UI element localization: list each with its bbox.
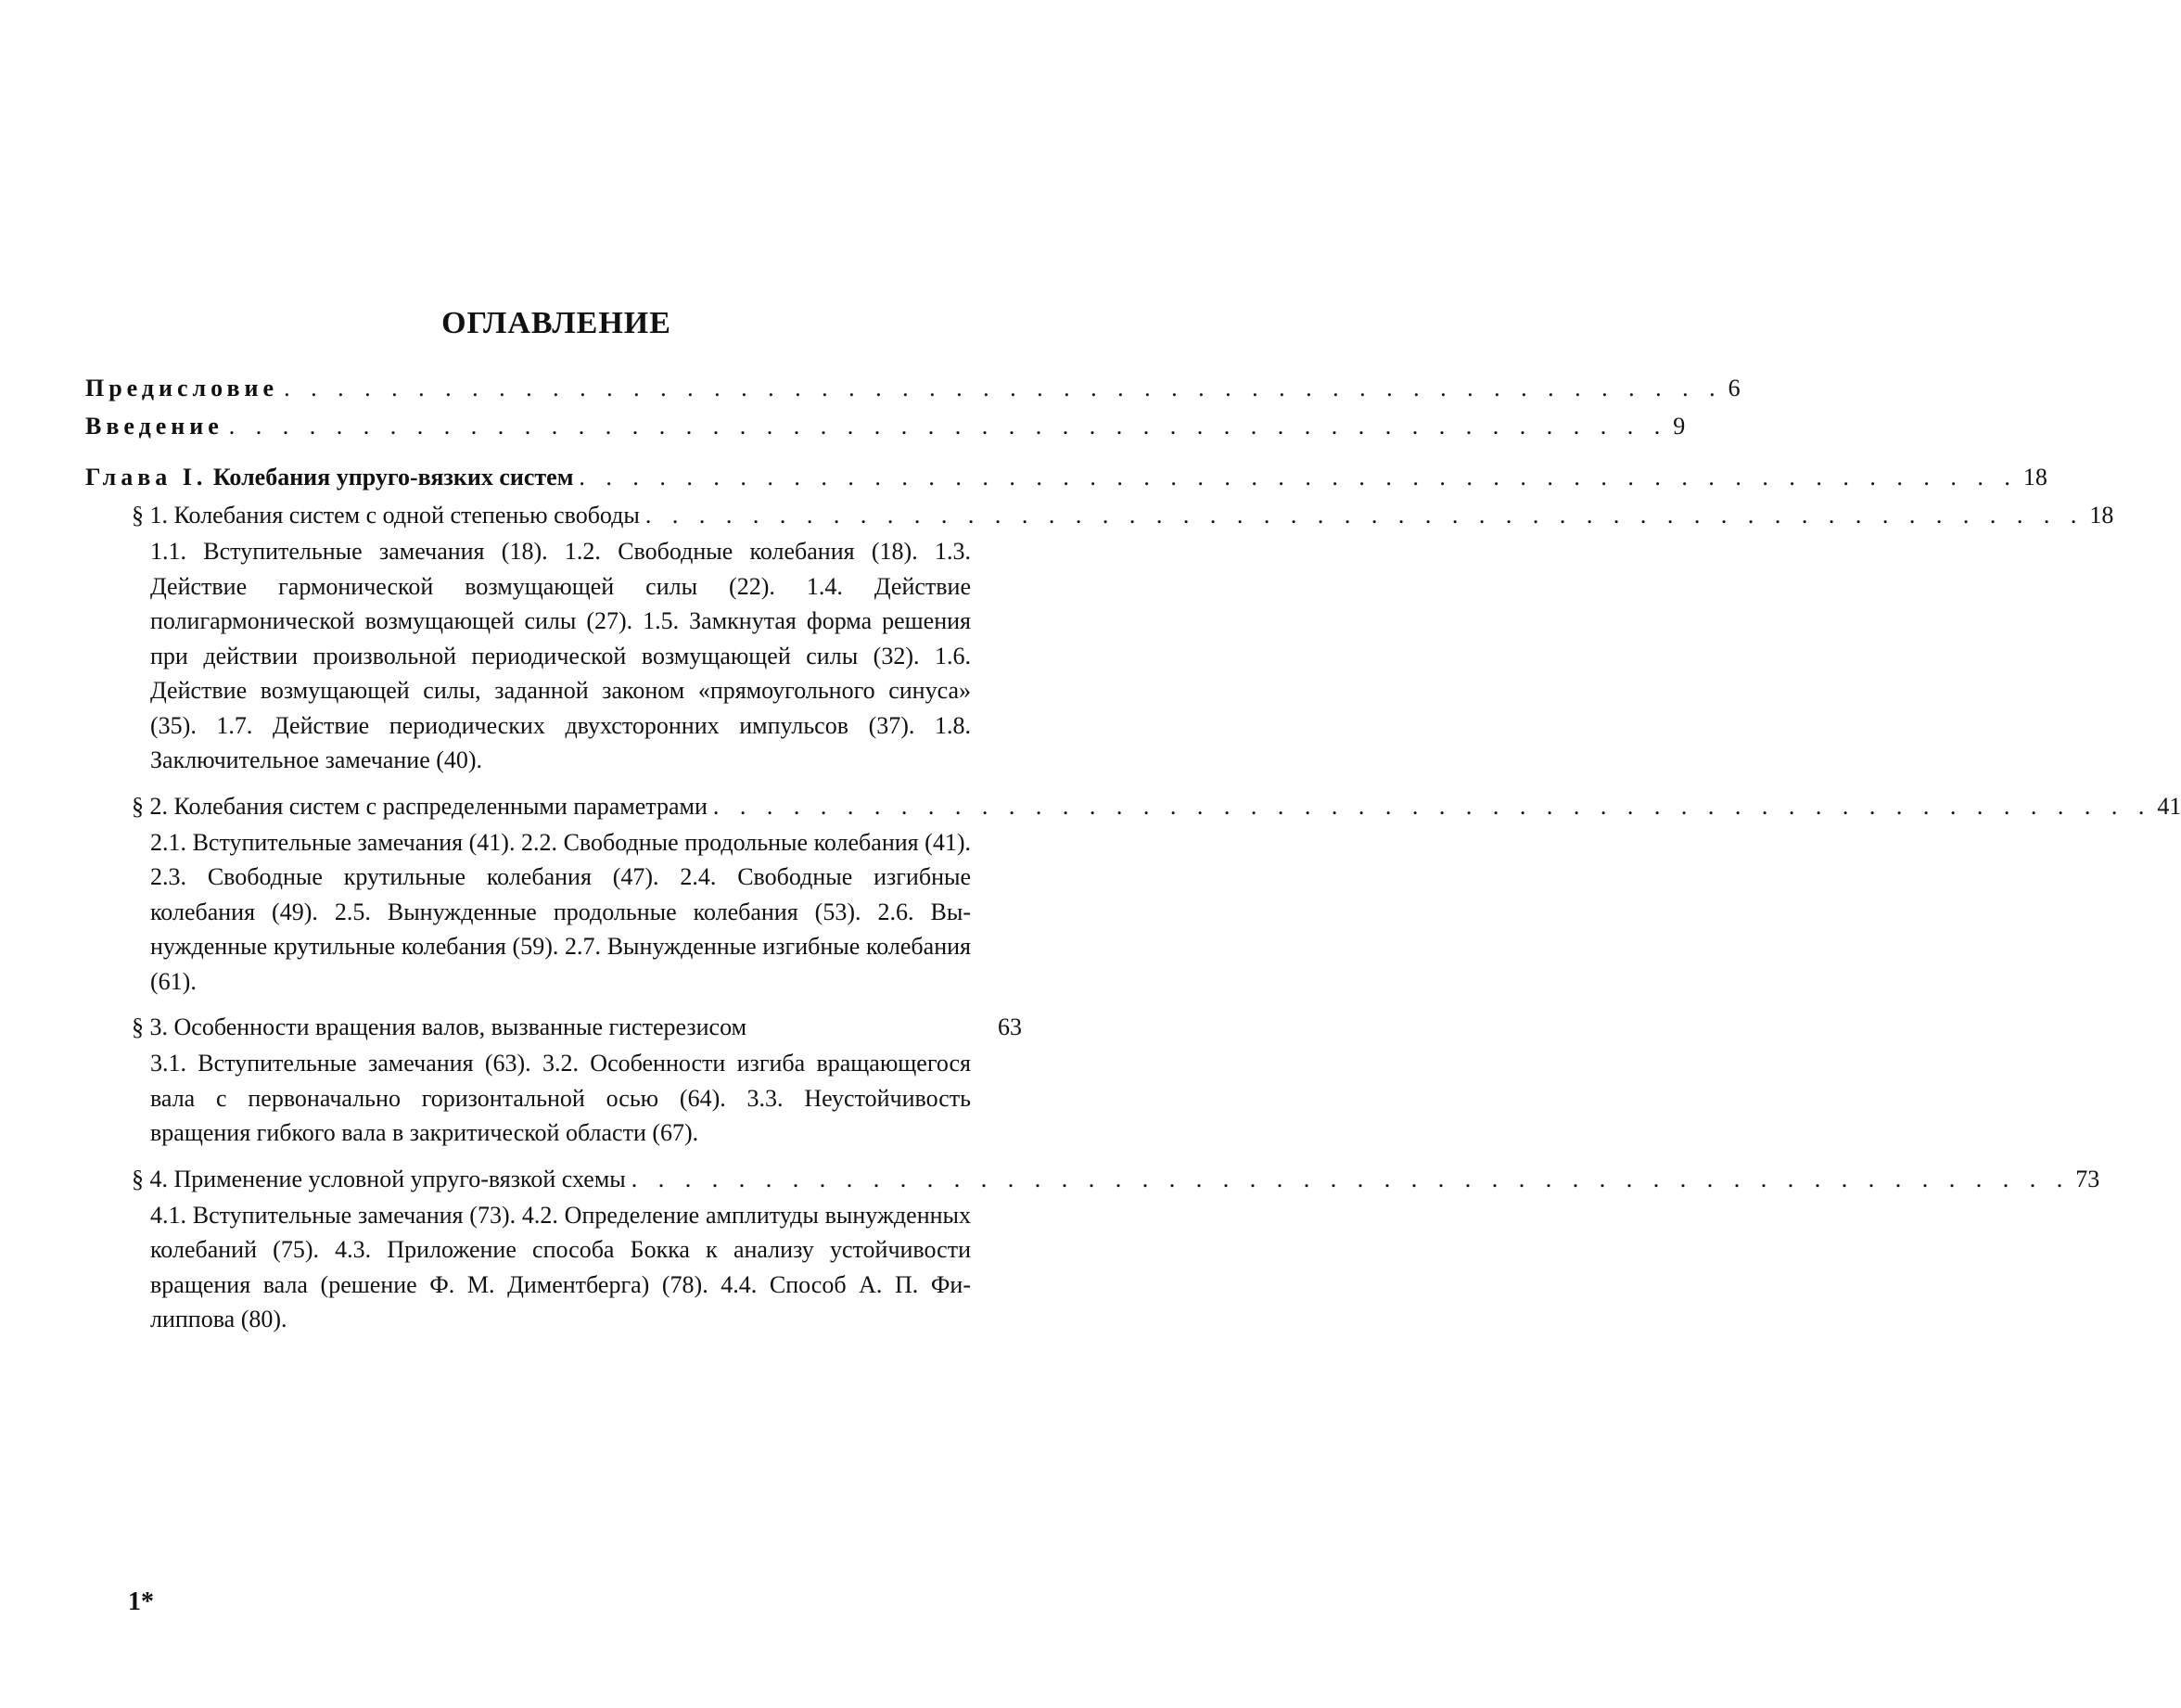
toc-entry-chapter-1[interactable] [85, 458, 1022, 496]
toc-entry-section[interactable] [132, 1008, 1022, 1046]
toc-section-3 [132, 1008, 1022, 1046]
leader-dots: . . . . . . . . . . . . . . . . . . . . . . . . . . . . . . . . . . . . . . . . . . . . . . . . . . . . . . [284, 369, 1723, 407]
leader-dots: . . . . . . . . . . . . . . . . . . . . . . . . . . . . . . . . . . . . . . . . . . . . . . . . . . . . . . [713, 787, 2152, 825]
chapter-prefix: Глава I. [85, 464, 207, 491]
leader-dots: . . . . . . . . . . . . . . . . . . . . . . . . . . . . . . . . . . . . . . . . . . . . . . . . . . . . . . [579, 458, 2018, 496]
toc-entry-label: Предисловие [85, 369, 278, 407]
page [0, 0, 1113, 1708]
leader-dots: . . . . . . . . . . . . . . . . . . . . . . . . . . . . . . . . . . . . . . . . . . . . . . . . . . . . . . [631, 1160, 2071, 1198]
page-title: ОГЛАВЛЕНИЕ [0, 306, 1113, 341]
toc-page-number: 73 [2075, 1160, 2099, 1198]
chapter-title: Колебания упруго-вязких систем [213, 464, 574, 491]
toc-entry-label [85, 458, 573, 496]
toc-entry-label: Введение [85, 407, 223, 445]
toc-page-number: 41 [2157, 787, 2181, 825]
signature-mark: 1* [128, 1587, 154, 1617]
section-description: 4.1. Вступительные замечания (73). 4.2. Определение амплитуды вынужденных колебаний (75). 4.3. Приложение способа Бокка к анализу устойчивости вращения вала (решение Ф. М. Диментберга) (78). 4.4. Способ А. П. Фи­липпова (80). [150, 1198, 971, 1337]
toc-entry-label: § 4. Применение условной упруго-вязкой схемы [132, 1160, 626, 1198]
section-description: 3.1. Вступительные замечания (63). 3.2. Особенности из­гиба вращающегося вала с первоначально горизонтальной осью (64). 3.3. Неустойчивость вращения гибкого вала в закритической области (67). [150, 1046, 971, 1151]
leader-dots: . . . . . . . . . . . . . . . . . . . . . . . . . . . . . . . . . . . . . . . . . . . . . . . . . . . . . . [229, 407, 1668, 445]
toc-page-number: 18 [2023, 458, 2047, 496]
toc-entry-section[interactable] [132, 496, 1022, 534]
table-of-contents [85, 369, 1022, 1337]
section-description: 2.1. Вступительные замечания (41). 2.2. Свободные про­дольные колебания (41). 2.3. Свободные крутильные коле­бания (47). 2.4. Свободные изгибные колебания (49). 2.5. Вынужденные продольные колебания (53). 2.6. Вы­нужденные крутильные колебания (59). 2.7. Вынужденные изгибные колебания (61). [150, 825, 971, 1000]
toc-entry-section[interactable] [132, 1160, 1022, 1198]
toc-section-1 [132, 496, 1022, 534]
leader-dots: . . . . . . . . . . . . . . . . . . . . . . . . . . . . . . . . . . . . . . . . . . . . . . . . . . . . . . [645, 496, 2085, 534]
section-description: 1.1. Вступительные замечания (18). 1.2. Свободные коле­бания (18). 1.3. Действие гармонической возмущающей силы (22). 1.4. Действие полигармонической возмущаю­щей силы (27). 1.5. Замкнутая форма решения при дей­ствии произвольной периодической возмущающей си­лы (32). 1.6. Действие возмущающей силы, заданной за­коном «прямоугольного синуса» (35). 1.7. Действие пери­одических двухсторонних импульсов (37). 1.8. Заключи­тельное замечание (40). [150, 534, 971, 778]
toc-entry-label: § 3. Особенности вращения валов, вызванные гистерезисом [132, 1008, 746, 1046]
toc-entry-intro[interactable] [85, 407, 1022, 445]
toc-entry-preface[interactable] [85, 369, 1022, 407]
toc-section-4 [132, 1160, 1022, 1198]
toc-page-number: 63 [977, 1008, 1022, 1046]
toc-page-number: 6 [1728, 369, 1741, 407]
toc-entry-label: § 2. Колебания систем с распределенными параметрами [132, 787, 708, 825]
toc-entry-section[interactable] [132, 787, 1022, 825]
toc-entry-label: § 1. Колебания систем с одной степенью свободы [132, 496, 640, 534]
toc-page-number: 18 [2089, 496, 2113, 534]
toc-section-2 [132, 787, 1022, 825]
toc-page-number: 9 [1673, 407, 1685, 445]
